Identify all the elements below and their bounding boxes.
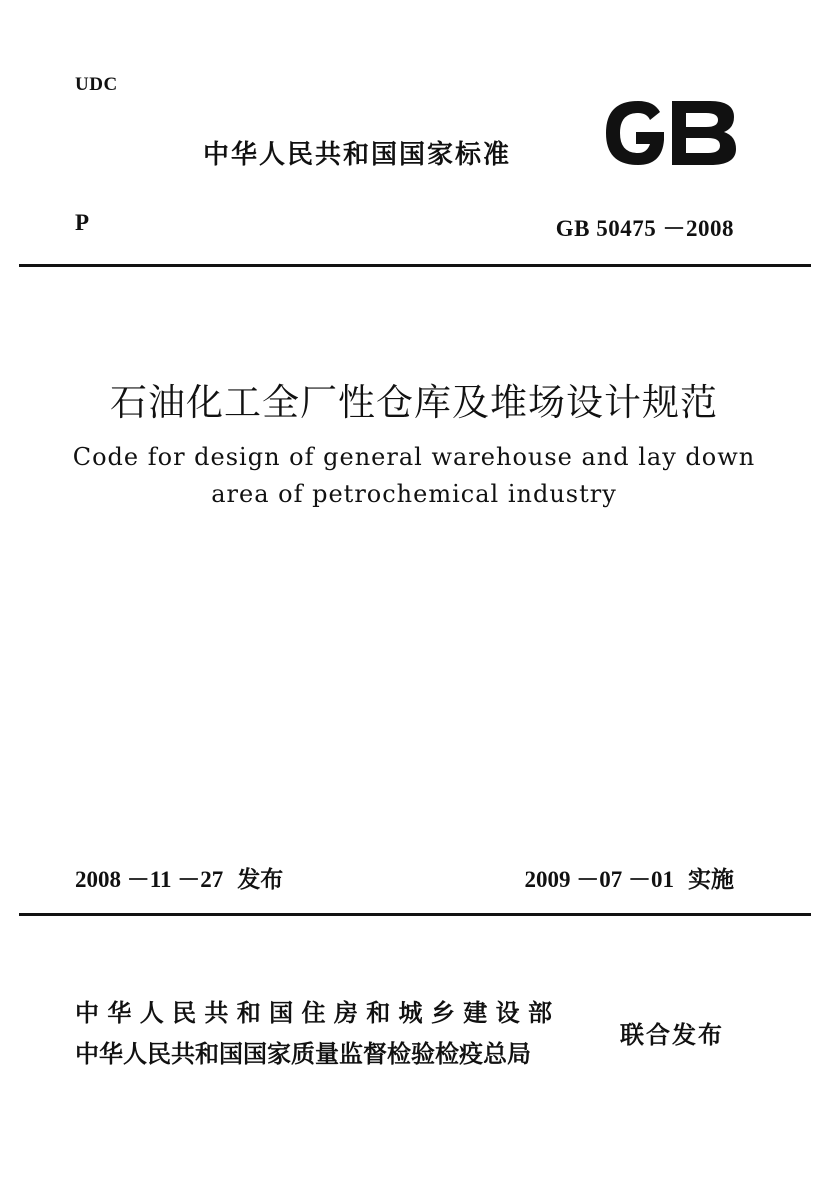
title-english-line2: area of petrochemical industry [211, 480, 617, 508]
bottom-divider [19, 913, 811, 916]
standard-number: GB 50475 －2008 [555, 216, 734, 241]
standard-label: 中华人民共和国国家标准 [203, 140, 512, 170]
effective-date: 2009 －07 －01 [524, 867, 674, 892]
issue-date-group [75, 861, 283, 894]
publisher-line1: 中 华 人 民 共 和 国 住 房 和 城 乡 建 设 部 [75, 999, 552, 1027]
gb-logo-icon [600, 98, 738, 168]
issue-date: 2008 －11 －27 [75, 867, 224, 892]
effective-date-group [525, 861, 735, 894]
joint-publish-label: 联合发布 [620, 1021, 724, 1049]
classification-code: P [75, 210, 90, 235]
effective-label: 实施 [688, 867, 734, 893]
title-chinese: 石油化工全厂性仓库及堆场设计规范 [110, 381, 718, 424]
top-divider [19, 264, 811, 267]
issue-label: 发布 [237, 867, 284, 893]
publisher-line2: 中华人民共和国国家质量监督检验检疫总局 [75, 1040, 531, 1068]
udc-label: UDC [75, 74, 118, 95]
title-english-line1: Code for design of general warehouse and lay down [72, 443, 756, 471]
